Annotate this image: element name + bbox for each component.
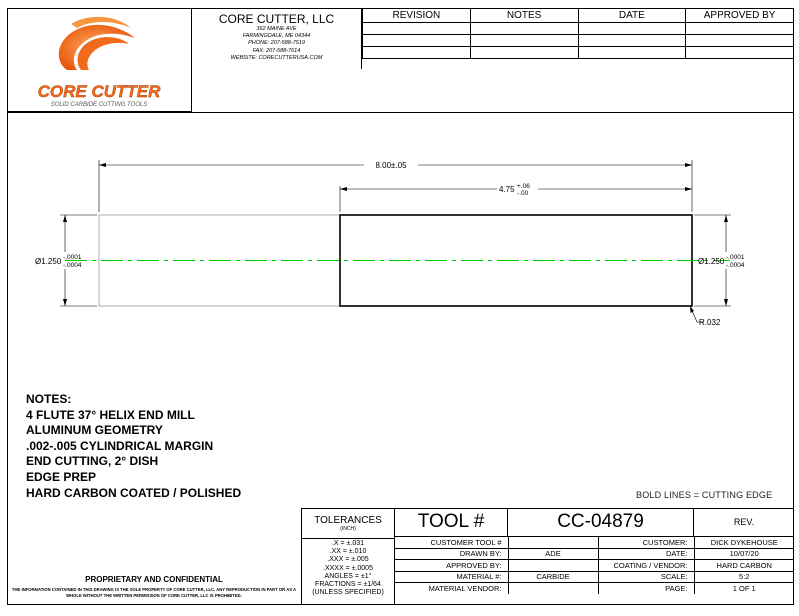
company-address-2: FARMINGDALE, ME 04344 — [242, 33, 311, 40]
left-diameter-dimension — [35, 215, 97, 306]
note-line: 4 FLUTE 37° HELIX END MILL — [26, 407, 195, 422]
note-line: END CUTTING, 2° DISH — [26, 454, 159, 469]
approved-by-value — [508, 560, 598, 572]
title-row — [395, 537, 794, 549]
rev-header-date: DATE — [578, 9, 686, 23]
drawn-by-label: DRAWN BY: — [395, 548, 508, 560]
date-label: DATE: — [598, 548, 694, 560]
company-website: WEBSITE: CORECUTTERUSA.COM — [230, 54, 323, 61]
note-line: .002-.005 CYLINDRICAL MARGIN — [26, 438, 214, 453]
tolerances-list — [302, 538, 394, 597]
step-tol-plus: +.06 — [517, 183, 530, 190]
tolerance-line: .XXX = ±.005 — [327, 556, 369, 564]
scale-label: SCALE: — [598, 571, 694, 583]
tolerances-unit: (INCH) — [340, 526, 356, 532]
material-vendor-value — [508, 583, 598, 595]
right-diameter-label: Ø1.250 — [698, 257, 725, 266]
proprietary-title: PROPRIETARY AND CONFIDENTIAL — [85, 575, 223, 584]
tolerance-line: ANGLES = ±1° — [324, 572, 372, 580]
step-length-label: 4.75 — [499, 185, 515, 194]
bold-lines-legend: BOLD LINES = CUTTING EDGE — [636, 490, 773, 500]
company-phone: PHONE: 207-588-7519 — [248, 40, 305, 47]
date-value: 10/07/20 — [694, 548, 794, 560]
rev-header-approved: APPROVED BY — [686, 9, 794, 23]
rev-header-notes: NOTES — [470, 9, 578, 23]
corner-radius-label: R.032 — [699, 318, 721, 327]
approved-by-label: APPROVED BY: — [395, 560, 508, 572]
notes-block — [26, 392, 241, 501]
left-tol-minus: -.0004 — [63, 262, 82, 269]
tolerances-box — [301, 508, 395, 605]
tolerances-title: TOLERANCES — [314, 515, 382, 526]
overall-length-label: 8.00±.05 — [375, 161, 407, 170]
rev-header-revision: REVISION — [363, 9, 471, 23]
material-label: MATERIAL #: — [395, 571, 508, 583]
left-tol-plus: -.0001 — [63, 254, 82, 261]
notes-heading: NOTES: — [26, 392, 72, 406]
tolerance-line: FRACTIONS = ±1/64 — [315, 581, 381, 589]
rev-label: REV. — [733, 517, 755, 527]
customer-value: DICK DYKEHOUSE — [694, 537, 794, 549]
tolerance-line: .XXXX = ±.0005 — [323, 564, 373, 572]
title-row — [395, 583, 794, 595]
note-line: ALUMINUM GEOMETRY — [26, 423, 163, 438]
right-diameter-dimension — [694, 215, 745, 306]
tolerance-line: (UNLESS SPECIFIED) — [312, 589, 384, 597]
title-block-table — [395, 536, 794, 594]
company-name: CORE CUTTER, LLC — [218, 12, 335, 26]
overall-length-dimension — [99, 160, 692, 212]
material-vendor-label: MATERIAL VENDOR: — [395, 583, 508, 595]
title-row — [395, 548, 794, 560]
step-tol-minus: -.00 — [517, 190, 529, 197]
customer-tool-label: CUSTOMER TOOL # — [395, 537, 508, 549]
logo-tagline: SOLID CARBIDE CUTTING TOOLS — [50, 102, 148, 108]
proprietary-text: THE INFORMATION CONTAINED IN THIS DRAWING IS THE SOLE PROPERTY OF CORE CUTTER, LLC. ANY REPRODUCTION IN PART OR AS A WHOLE WITHOUT THE WRITTEN PERMISSION OF CORE CUTTER, LLC IS PROHIBITED. — [11, 587, 297, 598]
tolerance-line: .X = ±.031 — [331, 540, 365, 547]
customer-label: CUSTOMER: — [598, 537, 694, 549]
tool-number: CC-04879 — [508, 508, 694, 536]
material-value: CARBIDE — [508, 571, 598, 583]
note-line: HARD CARBON COATED / POLISHED — [26, 485, 242, 500]
customer-tool-value — [508, 537, 598, 549]
note-line: EDGE PREP — [26, 469, 97, 484]
proprietary-notice — [7, 575, 301, 599]
coating-label: COATING / VENDOR: — [598, 560, 694, 572]
left-diameter-label: Ø1.250 — [35, 257, 62, 266]
company-fax: FAX: 207-588-7614 — [252, 47, 301, 54]
coating-value: HARD CARBON — [694, 560, 794, 572]
tool-label: TOOL # — [395, 508, 508, 536]
corner-radius-callout — [690, 306, 721, 327]
company-address-1: 362 MAINE AVE — [256, 26, 297, 32]
logo-wordmark: CORE CUTTER — [37, 82, 161, 101]
page-label: PAGE: — [598, 583, 694, 595]
step-length-dimension — [340, 183, 692, 212]
scale-value: 5:2 — [694, 571, 794, 583]
right-tol-plus: -.0001 — [726, 254, 745, 261]
page-value: 1 OF 1 — [694, 583, 794, 595]
title-row — [395, 560, 794, 572]
tolerance-line: .XX = ±.010 — [329, 548, 367, 556]
drawn-by-value: ADE — [508, 548, 598, 560]
right-tol-minus: -.0004 — [726, 262, 745, 269]
title-row — [395, 571, 794, 583]
